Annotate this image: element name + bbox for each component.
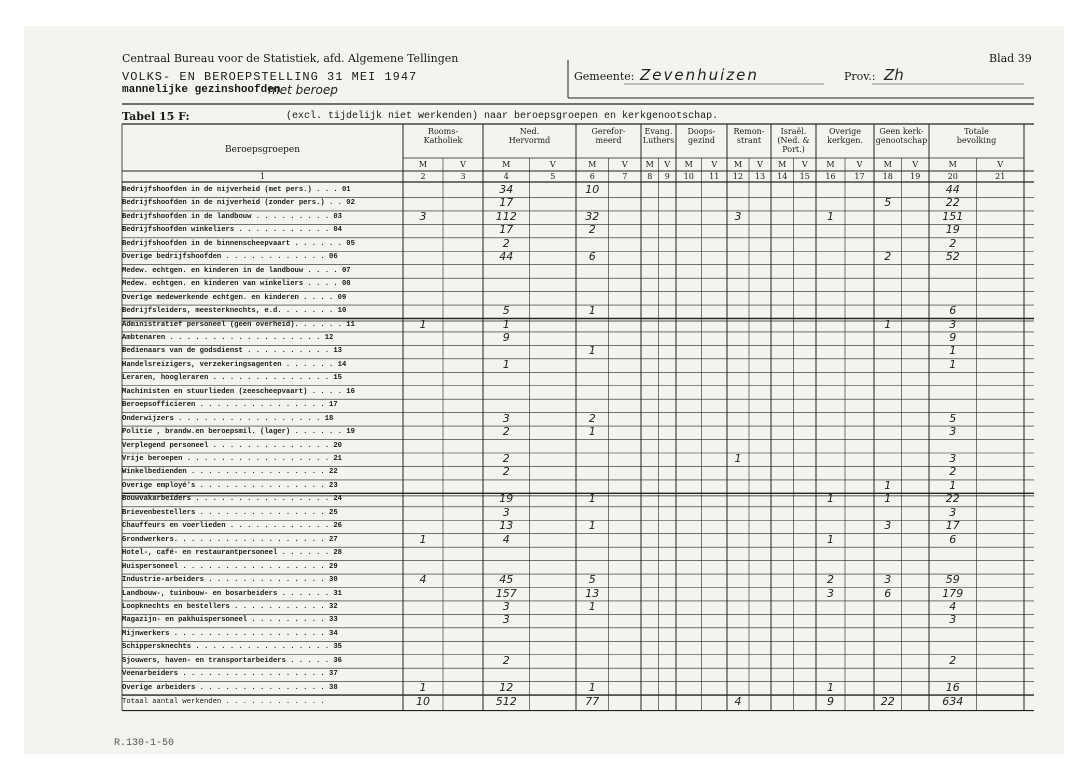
mv-label: M bbox=[778, 160, 787, 169]
cell-value: 19 bbox=[499, 492, 514, 506]
cell-value: 2 bbox=[949, 653, 957, 667]
table-description: (excl. tijdelijk niet werkenden) naar beroepsgroepen en kerkgenootschap. bbox=[286, 111, 719, 122]
beroepsgroepen-header: Beroepsgroepen bbox=[224, 145, 301, 155]
cell-value: 44 bbox=[499, 250, 514, 264]
total-label: Totaal aantal werkenden . . . . . . . . . . . . bbox=[122, 698, 325, 707]
cell-value: 5 bbox=[502, 304, 510, 318]
cell-value: 9 bbox=[502, 330, 510, 344]
row-label: Veenarbeiders . . . . . . . . . . . . . . . . . 37 bbox=[122, 670, 338, 679]
row-label: Verplegend personeel . . . . . . . . . . . . . . 20 bbox=[122, 441, 342, 450]
cell-value: 179 bbox=[942, 586, 964, 600]
group-header-4 bbox=[641, 127, 676, 145]
mv-label: V bbox=[757, 160, 763, 169]
cell-value: 52 bbox=[945, 250, 960, 264]
subtitle: mannelijke gezinshoofden bbox=[122, 84, 281, 96]
cell-value: 5 bbox=[588, 573, 596, 587]
total-value: 4 bbox=[734, 695, 742, 709]
group-header-line: Gerefor- bbox=[591, 127, 626, 136]
row-label: Huispersoneel . . . . . . . . . . . . . . . . . 29 bbox=[122, 562, 338, 571]
cell-value: 3 bbox=[502, 613, 510, 627]
mv-label: V bbox=[801, 160, 808, 169]
mv-label: V bbox=[621, 160, 628, 169]
cell-value: 4 bbox=[949, 599, 957, 613]
row-label: Winkelbedienden . . . . . . . . . . . . . . . . 22 bbox=[122, 468, 338, 477]
cell-value: 10 bbox=[585, 183, 600, 196]
cell-value: 1 bbox=[949, 478, 957, 492]
column-number: 18 bbox=[882, 172, 893, 181]
row-label: Overige medewerkende echtgen. en kinderen . . . . 09 bbox=[122, 293, 347, 302]
mv-label: V bbox=[856, 160, 863, 169]
group-header-6 bbox=[727, 127, 771, 145]
row-label: Industrie-arbeiders . . . . . . . . . . . . . . 30 bbox=[122, 576, 338, 585]
mv-label: V bbox=[549, 160, 556, 169]
group-header-line: strant bbox=[736, 136, 762, 145]
cell-value: 2 bbox=[502, 425, 510, 439]
prov-value: Zh bbox=[884, 66, 904, 84]
mv-label: M bbox=[948, 160, 957, 169]
cell-value: 1 bbox=[949, 344, 957, 358]
cell-value: 1 bbox=[502, 317, 510, 331]
row-label: Overige arbeiders . . . . . . . . . . . . . . . 38 bbox=[122, 683, 338, 692]
cell-value: 2 bbox=[949, 465, 957, 479]
group-header-9 bbox=[874, 127, 929, 145]
mv-label: M bbox=[588, 160, 597, 169]
group-header-7 bbox=[771, 127, 816, 154]
mv-label: V bbox=[711, 160, 718, 169]
cell-value: 1 bbox=[827, 209, 834, 223]
group-header-line: kerkgen. bbox=[827, 136, 863, 145]
row-label: Bedrijfshoofden in de nijverheid (met pers.) . . . 01 bbox=[122, 186, 351, 194]
cell-value: 2 bbox=[884, 250, 892, 264]
cell-value: 3 bbox=[949, 505, 957, 519]
mv-label: V bbox=[460, 160, 466, 169]
column-number: 8 bbox=[647, 172, 653, 181]
total-value: 634 bbox=[942, 695, 964, 709]
row-label: Overige employé's . . . . . . . . . . . . . . . 23 bbox=[122, 481, 338, 490]
cell-value: 1 bbox=[884, 478, 892, 492]
cell-value: 3 bbox=[502, 599, 510, 613]
cell-value: 5 bbox=[949, 411, 957, 425]
cell-value: 1 bbox=[588, 304, 596, 318]
row-label: Magazijn- en pakhuispersoneel . . . . . . . . . 33 bbox=[122, 616, 338, 625]
cell-value: 19 bbox=[945, 223, 960, 237]
cell-value: 3 bbox=[827, 586, 834, 600]
row-label: Sjouwers, haven- en transportarbeiders . . . . . 36 bbox=[122, 656, 342, 665]
cell-value: 157 bbox=[495, 586, 517, 600]
cell-value: 12 bbox=[499, 680, 514, 694]
group-header-line: (Ned. & bbox=[777, 136, 810, 145]
cell-value: 1 bbox=[419, 317, 427, 331]
cell-value: 13 bbox=[499, 519, 514, 533]
cell-value: 6 bbox=[949, 532, 957, 546]
cell-value: 2 bbox=[502, 236, 510, 250]
row-label: Politie , brandw.en beroepsmil. (lager) . . . . . . 19 bbox=[122, 428, 355, 437]
group-header-10 bbox=[929, 127, 1024, 145]
cell-value: 22 bbox=[945, 196, 960, 210]
column-number: 4 bbox=[503, 172, 509, 181]
group-header-line: Luthers bbox=[642, 136, 675, 145]
column-number: 13 bbox=[754, 172, 766, 181]
cell-value: 6 bbox=[588, 250, 596, 264]
cell-value: 1 bbox=[827, 492, 834, 506]
cell-value: 1 bbox=[588, 344, 596, 358]
cell-value: 4 bbox=[502, 532, 510, 546]
column-number: 3 bbox=[460, 172, 466, 181]
cell-value: 2 bbox=[588, 223, 596, 237]
group-header-3 bbox=[576, 127, 641, 145]
cell-value: 3 bbox=[502, 411, 510, 425]
row-label: Brievenbestellers . . . . . . . . . . . . . . . 25 bbox=[122, 508, 338, 517]
group-header-8 bbox=[816, 127, 874, 145]
mv-label: V bbox=[997, 160, 1004, 169]
group-header-2 bbox=[483, 127, 576, 145]
row-label: Handelsreizigers, verzekeringsagenten . . . . . . 14 bbox=[122, 360, 347, 369]
cell-value: 3 bbox=[949, 425, 957, 439]
mv-label: M bbox=[826, 160, 835, 169]
group-header-line: gezind bbox=[688, 136, 715, 145]
cell-value: 151 bbox=[942, 209, 964, 223]
mv-label: M bbox=[645, 160, 654, 169]
row-label: Loopknechts en bestellers . . . . . . . . . . . 32 bbox=[122, 602, 338, 611]
form-sheet bbox=[24, 26, 1064, 754]
column-number: 5 bbox=[550, 172, 556, 181]
row-label: Bedrijfshoofden in de binnenscheepvaart . . . . . . 05 bbox=[122, 239, 355, 248]
row-label: Bouwvakarbeiders . . . . . . . . . . . . . . . . 24 bbox=[122, 495, 342, 504]
group-header-line: Geen kerk- bbox=[879, 127, 924, 136]
cell-value: 13 bbox=[585, 586, 600, 600]
group-header-line: Katholiek bbox=[423, 136, 463, 145]
group-header-line: bevolking bbox=[956, 136, 997, 145]
row-label: Beroepsofficieren . . . . . . . . . . . . . . . 17 bbox=[122, 401, 338, 410]
cell-value: 44 bbox=[945, 183, 960, 196]
row-label: Bedrijfsleiders, meesterknechts, e.d. . . . . . . 10 bbox=[122, 307, 347, 316]
census-title: VOLKS- EN BEROEPSTELLING 31 MEI 1947 bbox=[122, 70, 418, 84]
blad-number: Blad 39 bbox=[989, 52, 1032, 65]
cell-value: 1 bbox=[588, 425, 596, 439]
cell-value: 1 bbox=[734, 452, 742, 465]
cell-value: 3 bbox=[502, 505, 510, 519]
cell-value: 59 bbox=[945, 573, 960, 587]
cell-value: 3 bbox=[949, 317, 957, 331]
row-label: Medew. echtgen. en kinderen in de landbouw . . . . 07 bbox=[122, 266, 351, 275]
row-label: Administratief personeel (geen overheid). . . . . . 11 bbox=[122, 320, 355, 329]
group-header-line: Remon- bbox=[733, 127, 765, 136]
row-label: Grondwerkers. . . . . . . . . . . . . . . . . . 27 bbox=[122, 535, 338, 544]
group-header-1 bbox=[403, 127, 483, 145]
cell-value: 2 bbox=[949, 236, 957, 250]
column-number: 19 bbox=[910, 172, 921, 181]
cell-value: 6 bbox=[884, 586, 892, 600]
cell-value: 17 bbox=[499, 223, 514, 237]
row-label: Bedrijfshoofden in de landbouw . . . . . . . . . 03 bbox=[122, 212, 342, 221]
group-header-line: Rooms- bbox=[427, 127, 459, 136]
column-number: 11 bbox=[709, 172, 720, 181]
gemeente-value: Zevenhuizen bbox=[640, 66, 759, 84]
cell-value: 16 bbox=[945, 680, 960, 694]
group-header-line: Ned. bbox=[519, 127, 540, 136]
group-header-5 bbox=[676, 127, 727, 145]
cell-value: 1 bbox=[588, 492, 596, 506]
mv-label: M bbox=[502, 160, 511, 169]
gemeente-label: Gemeente: bbox=[574, 70, 635, 83]
cell-value: 1 bbox=[827, 680, 834, 694]
row-label: Landbouw-, tuinbouw- en bosarbeiders . . . . . . 31 bbox=[122, 589, 342, 598]
group-header-line: Overige bbox=[828, 127, 862, 136]
cell-value: 2 bbox=[588, 411, 596, 425]
cell-value: 3 bbox=[884, 519, 892, 533]
mv-label: M bbox=[684, 160, 693, 169]
row-label: Medew. echtgen. en kinderen van winkeliers . . . . 08 bbox=[122, 280, 351, 289]
total-value: 22 bbox=[880, 695, 895, 709]
column-number: 12 bbox=[732, 172, 744, 181]
group-header-line: Doops- bbox=[687, 127, 716, 136]
prov-label: Prov.: bbox=[844, 70, 876, 83]
cell-value: 45 bbox=[499, 573, 514, 587]
row-label: Mijnwerkers . . . . . . . . . . . . . . . . . . 34 bbox=[122, 629, 338, 638]
row-label: Ambtenaren . . . . . . . . . . . . . . . . . . 12 bbox=[122, 333, 334, 342]
cell-value: 1 bbox=[419, 680, 427, 694]
total-value: 9 bbox=[827, 695, 834, 709]
cell-value: 2 bbox=[502, 465, 510, 479]
row-label: Onderwijzers . . . . . . . . . . . . . . . . . 18 bbox=[122, 414, 334, 423]
row-label: Bedrijfshoofden winkeliers . . . . . . . . . . . 04 bbox=[122, 226, 342, 235]
cell-value: 34 bbox=[499, 183, 514, 196]
total-value: 10 bbox=[416, 695, 430, 709]
mv-label: V bbox=[664, 160, 671, 169]
tabel-number: Tabel 15 F: bbox=[122, 110, 190, 123]
row-label: Vrije beroepen . . . . . . . . . . . . . . . . . 21 bbox=[122, 455, 342, 463]
cell-value: 9 bbox=[949, 330, 957, 344]
cell-value: 5 bbox=[884, 196, 892, 210]
form-code: R.130-1-50 bbox=[114, 738, 175, 749]
cell-value: 2 bbox=[502, 452, 510, 465]
group-header-line: Totale bbox=[964, 127, 989, 136]
cell-value: 1 bbox=[419, 532, 427, 546]
cell-value: 3 bbox=[884, 573, 892, 587]
cell-value: 1 bbox=[588, 519, 596, 533]
mv-label: M bbox=[733, 160, 743, 169]
row-label: Chauffeurs en voerlieden . . . . . . . . . . . . 26 bbox=[122, 522, 342, 531]
cell-value: 2 bbox=[827, 573, 834, 587]
row-label: Leraren, hoogleraren . . . . . . . . . . . . . . 15 bbox=[122, 374, 342, 383]
row-label: Schippersknechts . . . . . . . . . . . . . . . . 35 bbox=[122, 643, 342, 652]
column-number: 6 bbox=[589, 172, 595, 181]
cell-value: 2 bbox=[502, 653, 510, 667]
column-number: 17 bbox=[854, 172, 865, 181]
cell-value: 4 bbox=[419, 573, 427, 587]
mv-label: V bbox=[912, 160, 919, 169]
cell-value: 1 bbox=[884, 317, 892, 331]
group-header-line: Israël. bbox=[780, 127, 807, 136]
cell-value: 1 bbox=[884, 492, 892, 506]
column-number: 7 bbox=[622, 172, 628, 181]
column-number: 21 bbox=[995, 172, 1006, 181]
cell-value: 112 bbox=[495, 209, 517, 223]
row-label: Bedienaars van de godsdienst . . . . . . . . . . 13 bbox=[122, 347, 342, 356]
group-header-line: meerd bbox=[595, 136, 622, 145]
cell-value: 1 bbox=[949, 357, 957, 371]
cell-value: 3 bbox=[419, 209, 427, 223]
group-header-line: Evang. bbox=[644, 127, 673, 136]
cell-value: 17 bbox=[499, 196, 514, 210]
total-value: 512 bbox=[495, 695, 517, 709]
subtitle-handwritten: met beroep bbox=[268, 83, 338, 97]
column-number: 14 bbox=[777, 172, 788, 181]
row-label: Overige bedrijfshoofden . . . . . . . . . . . . 06 bbox=[122, 253, 338, 262]
cell-value: 17 bbox=[945, 519, 960, 533]
cell-value: 6 bbox=[949, 304, 957, 318]
cell-value: 32 bbox=[585, 209, 600, 223]
column-number: 16 bbox=[825, 172, 836, 181]
group-header-line: Hervormd bbox=[508, 136, 551, 145]
group-header-line: genootschap bbox=[875, 136, 928, 145]
cell-value: 1 bbox=[827, 532, 834, 546]
row-label: Bedrijfshoofden in de nijverheid (zonder pers.) . . 02 bbox=[122, 199, 355, 208]
column-number: 9 bbox=[664, 172, 670, 181]
column-number: 20 bbox=[947, 172, 958, 181]
cell-value: 1 bbox=[588, 599, 596, 613]
group-header-line: Port.) bbox=[782, 145, 805, 154]
cell-value: 22 bbox=[945, 492, 960, 506]
mv-label: M bbox=[883, 160, 892, 169]
row-label: Hotel-, café- en restaurantpersoneel . . . . . . 28 bbox=[122, 549, 342, 558]
cell-value: 1 bbox=[502, 357, 510, 371]
column-number: 1 bbox=[259, 172, 266, 181]
mv-label: M bbox=[418, 160, 428, 169]
column-number: 10 bbox=[683, 172, 694, 181]
bureau-header: Centraal Bureau voor de Statistiek, afd. Algemene Tellingen bbox=[122, 52, 459, 65]
total-value: 77 bbox=[585, 695, 600, 709]
cell-value: 3 bbox=[734, 209, 742, 223]
cell-value: 1 bbox=[588, 680, 596, 694]
cell-value: 3 bbox=[949, 452, 957, 465]
column-number: 15 bbox=[799, 172, 810, 181]
cell-value: 3 bbox=[949, 613, 957, 627]
column-number: 2 bbox=[420, 172, 426, 181]
row-label: Machinisten en stuurlieden (zeescheepvaart) . . . . 16 bbox=[122, 387, 355, 396]
